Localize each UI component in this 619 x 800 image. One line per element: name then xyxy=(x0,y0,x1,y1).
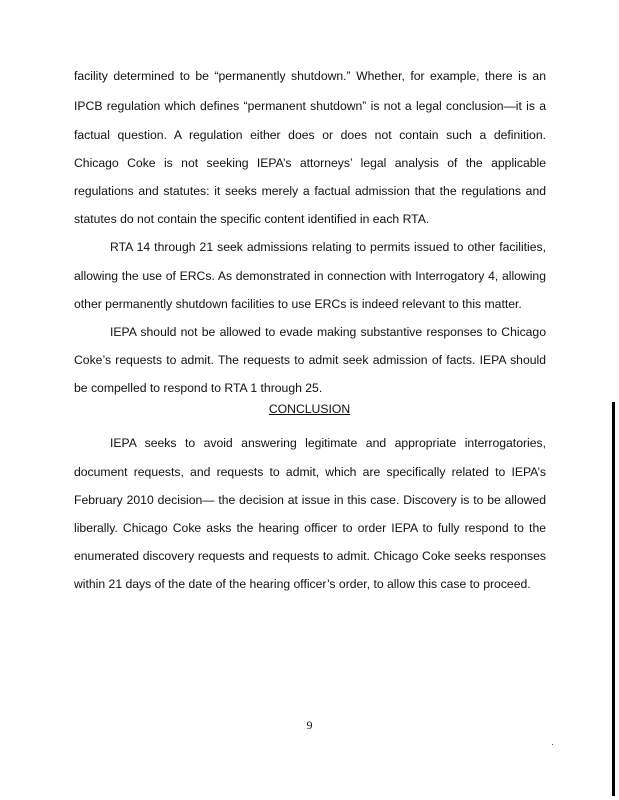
body-line: statutes do not contain the specific content identified in each RTA. xyxy=(74,212,430,226)
body-line: liberally. Chicago Coke asks the hearing officer to order IEPA to fully respond to the xyxy=(74,521,546,535)
conclusion-heading: CONCLUSION xyxy=(268,402,351,416)
body-line: facility determined to be “permanently shutdown.” Whether, for example, there is an xyxy=(74,69,546,83)
body-line: be compelled to respond to RTA 1 through 25. xyxy=(74,381,323,395)
body-line: within 21 days of the date of the hearing officer’s order, to allow this case to proceed. xyxy=(74,577,531,591)
scan-speck xyxy=(552,744,553,745)
body-line: other permanently shutdown facilities to use ERCs is indeed relevant to this matter. xyxy=(74,297,522,311)
body-line: Chicago Coke is not seeking IEPA’s attorneys’ legal analysis of the applicable xyxy=(74,156,546,170)
body-line: regulations and statutes: it seeks merely a factual admission that the regulations and xyxy=(74,184,546,198)
body-line: RTA 14 through 21 seek admissions relating to permits issued to other facilities, xyxy=(110,240,546,254)
body-line: February 2010 decision— the decision at issue in this case. Discovery is to be allowed xyxy=(74,493,546,507)
body-line: IPCB regulation which defines “permanent shutdown” is not a legal conclusion—it is a xyxy=(74,99,546,113)
body-line: factual question. A regulation either does or does not contain such a definition. xyxy=(74,128,546,142)
body-line: document requests, and requests to admit, which are specifically related to IEPA’s xyxy=(74,465,546,479)
page-number: 9 xyxy=(306,718,313,732)
body-line: Coke’s requests to admit. The requests to admit seek admission of facts. IEPA should xyxy=(74,353,546,367)
scan-edge-bar xyxy=(612,402,615,796)
body-line: IEPA seeks to avoid answering legitimate and appropriate interrogatories, xyxy=(110,436,546,450)
body-line: enumerated discovery requests and requests to admit. Chicago Coke seeks responses xyxy=(74,549,546,563)
body-line: IEPA should not be allowed to evade making substantive responses to Chicago xyxy=(110,325,546,339)
body-line: allowing the use of ERCs. As demonstrated in connection with Interrogatory 4, allowing xyxy=(74,269,546,283)
